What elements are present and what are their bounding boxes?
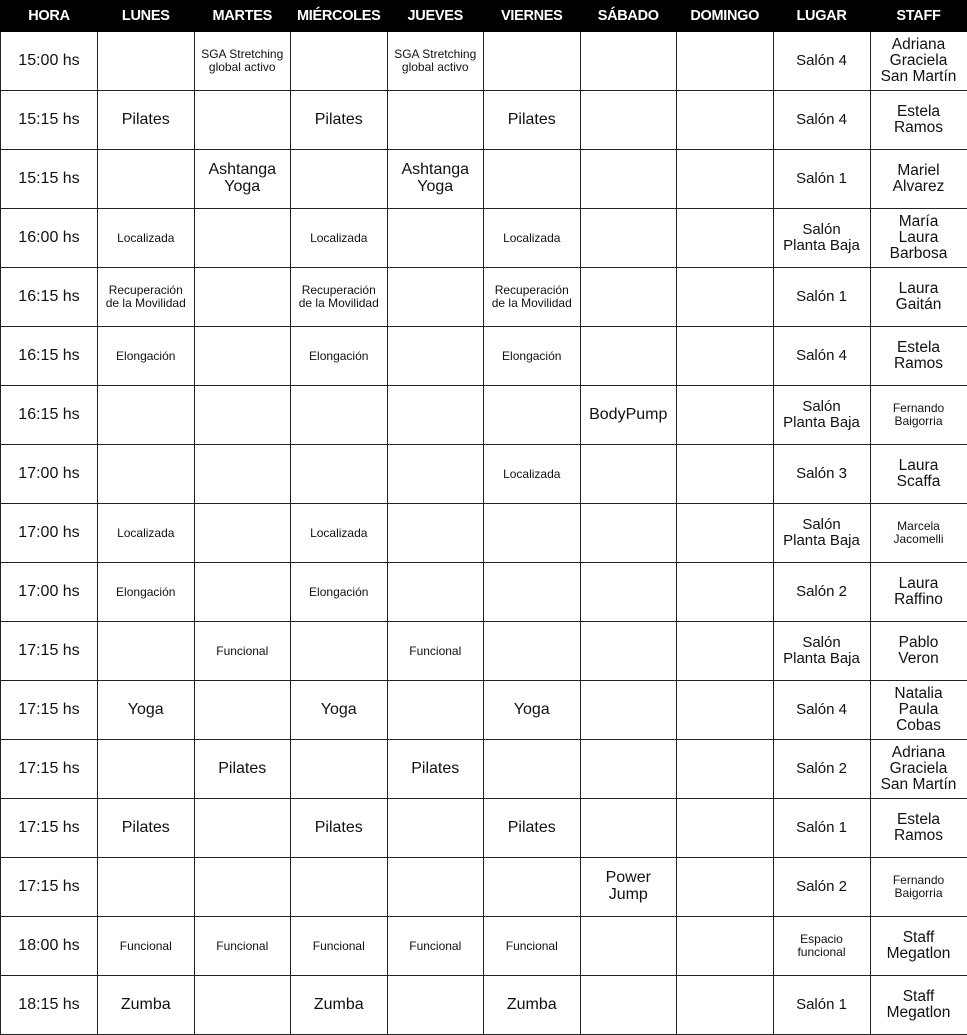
staff-cell xyxy=(870,681,967,740)
class-cell-domingo xyxy=(677,740,774,799)
class-cell-sabado xyxy=(580,91,677,150)
header-miercoles: MIÉRCOLES xyxy=(291,1,388,32)
location-cell xyxy=(773,917,870,976)
class-name: Funcional xyxy=(197,645,289,658)
location-name: Salón 4 xyxy=(776,348,868,364)
class-cell-viernes xyxy=(484,32,581,91)
location-cell xyxy=(773,32,870,91)
class-cell-viernes xyxy=(484,681,581,740)
header-viernes: VIERNES xyxy=(484,1,581,32)
class-cell-sabado xyxy=(580,858,677,917)
class-cell-miercoles xyxy=(291,858,388,917)
table-row xyxy=(1,799,967,858)
class-cell-jueves xyxy=(387,858,484,917)
class-cell-martes xyxy=(194,799,291,858)
time-cell: 18:00 hs xyxy=(1,917,98,976)
class-cell-viernes xyxy=(484,740,581,799)
location-name: Salón 2 xyxy=(776,879,868,895)
class-cell-sabado xyxy=(580,799,677,858)
class-name: Localizada xyxy=(293,232,385,245)
staff-cell xyxy=(870,622,967,681)
staff-name: Laura Gaitán xyxy=(873,281,965,313)
staff-name: Staff Megatlon xyxy=(873,989,965,1021)
table-row xyxy=(1,563,967,622)
class-cell-miercoles xyxy=(291,150,388,209)
time-cell: 18:15 hs xyxy=(1,976,98,1035)
class-cell-jueves xyxy=(387,91,484,150)
class-cell-sabado xyxy=(580,622,677,681)
class-cell-viernes xyxy=(484,445,581,504)
class-cell-sabado xyxy=(580,504,677,563)
class-cell-lunes xyxy=(98,504,195,563)
class-cell-sabado xyxy=(580,917,677,976)
class-name: Funcional xyxy=(390,645,482,658)
time-cell: 15:15 hs xyxy=(1,150,98,209)
location-cell xyxy=(773,740,870,799)
staff-cell xyxy=(870,32,967,91)
time-cell: 16:15 hs xyxy=(1,268,98,327)
table-row xyxy=(1,445,967,504)
time-cell: 17:15 hs xyxy=(1,858,98,917)
staff-cell xyxy=(870,858,967,917)
location-name: Espacio funcional xyxy=(776,933,868,958)
class-name: Funcional xyxy=(197,940,289,953)
location-name: Salón 4 xyxy=(776,112,868,128)
class-cell-martes xyxy=(194,327,291,386)
class-cell-viernes xyxy=(484,976,581,1035)
location-name: Salón 2 xyxy=(776,584,868,600)
location-name: Salón Planta Baja xyxy=(776,399,868,431)
class-cell-domingo xyxy=(677,445,774,504)
time-cell: 17:00 hs xyxy=(1,445,98,504)
class-cell-sabado xyxy=(580,32,677,91)
class-cell-lunes xyxy=(98,209,195,268)
class-cell-jueves xyxy=(387,740,484,799)
location-name: Salón Planta Baja xyxy=(776,635,868,667)
class-name: Funcional xyxy=(293,940,385,953)
header-domingo: DOMINGO xyxy=(677,1,774,32)
table-row xyxy=(1,327,967,386)
time-cell: 16:15 hs xyxy=(1,327,98,386)
class-cell-lunes xyxy=(98,327,195,386)
class-cell-sabado xyxy=(580,976,677,1035)
class-cell-martes xyxy=(194,917,291,976)
class-name: Recuperación de la Movilidad xyxy=(100,284,192,309)
class-cell-viernes xyxy=(484,268,581,327)
staff-cell xyxy=(870,91,967,150)
class-cell-lunes xyxy=(98,976,195,1035)
class-cell-domingo xyxy=(677,858,774,917)
class-name: Yoga xyxy=(100,702,192,719)
class-cell-lunes xyxy=(98,32,195,91)
class-name: Yoga xyxy=(486,702,578,719)
class-name: Pilates xyxy=(293,820,385,837)
time-cell: 17:15 hs xyxy=(1,622,98,681)
class-name: Localizada xyxy=(486,468,578,481)
class-cell-viernes xyxy=(484,386,581,445)
class-cell-jueves xyxy=(387,386,484,445)
location-name: Salón 4 xyxy=(776,53,868,69)
class-cell-miercoles xyxy=(291,445,388,504)
location-name: Salón 1 xyxy=(776,820,868,836)
header-jueves: JUEVES xyxy=(387,1,484,32)
header-lugar: LUGAR xyxy=(773,1,870,32)
class-cell-jueves xyxy=(387,268,484,327)
table-row xyxy=(1,622,967,681)
table-row xyxy=(1,91,967,150)
class-cell-domingo xyxy=(677,681,774,740)
class-name: Recuperación de la Movilidad xyxy=(293,284,385,309)
class-cell-domingo xyxy=(677,799,774,858)
staff-name: Natalia Paula Cobas xyxy=(873,686,965,733)
staff-name: Estela Ramos xyxy=(873,340,965,372)
class-cell-lunes xyxy=(98,91,195,150)
class-name: Recuperación de la Movilidad xyxy=(486,284,578,309)
table-row xyxy=(1,209,967,268)
class-cell-miercoles xyxy=(291,209,388,268)
class-cell-martes xyxy=(194,386,291,445)
class-cell-jueves xyxy=(387,32,484,91)
class-cell-martes xyxy=(194,622,291,681)
class-cell-viernes xyxy=(484,91,581,150)
class-cell-sabado xyxy=(580,268,677,327)
class-cell-martes xyxy=(194,681,291,740)
staff-name: Adriana Graciela San Martín xyxy=(873,37,965,84)
class-name: Pilates xyxy=(197,761,289,778)
location-cell xyxy=(773,681,870,740)
class-cell-miercoles xyxy=(291,799,388,858)
class-name: Localizada xyxy=(293,527,385,540)
class-cell-sabado xyxy=(580,209,677,268)
class-name: Zumba xyxy=(100,997,192,1014)
class-cell-martes xyxy=(194,976,291,1035)
class-name: Funcional xyxy=(390,940,482,953)
class-cell-sabado xyxy=(580,327,677,386)
location-cell xyxy=(773,622,870,681)
class-name: Funcional xyxy=(486,940,578,953)
class-cell-miercoles xyxy=(291,386,388,445)
class-cell-miercoles xyxy=(291,327,388,386)
class-cell-jueves xyxy=(387,976,484,1035)
location-cell xyxy=(773,386,870,445)
time-cell: 15:15 hs xyxy=(1,91,98,150)
staff-name: Marcela Jacomelli xyxy=(873,520,965,545)
class-name: Localizada xyxy=(100,527,192,540)
class-name: Localizada xyxy=(100,232,192,245)
location-cell xyxy=(773,209,870,268)
class-cell-jueves xyxy=(387,917,484,976)
class-cell-domingo xyxy=(677,327,774,386)
class-cell-domingo xyxy=(677,268,774,327)
class-cell-domingo xyxy=(677,32,774,91)
class-name: Pilates xyxy=(486,112,578,129)
class-cell-miercoles xyxy=(291,622,388,681)
staff-name: Laura Scaffa xyxy=(873,458,965,490)
location-cell xyxy=(773,504,870,563)
class-cell-viernes xyxy=(484,504,581,563)
time-cell: 17:15 hs xyxy=(1,681,98,740)
class-cell-lunes xyxy=(98,858,195,917)
location-cell xyxy=(773,799,870,858)
location-cell xyxy=(773,327,870,386)
location-name: Salón 1 xyxy=(776,289,868,305)
location-name: Salón 1 xyxy=(776,171,868,187)
table-row xyxy=(1,150,967,209)
staff-name: Estela Ramos xyxy=(873,812,965,844)
class-name: Pilates xyxy=(100,112,192,129)
staff-cell xyxy=(870,799,967,858)
class-name: Pilates xyxy=(100,820,192,837)
class-cell-jueves xyxy=(387,150,484,209)
class-name: Ashtanga Yoga xyxy=(390,162,482,196)
class-cell-domingo xyxy=(677,386,774,445)
class-cell-miercoles xyxy=(291,268,388,327)
staff-name: Fernando Baigorria xyxy=(873,874,965,899)
time-cell: 17:15 hs xyxy=(1,740,98,799)
class-cell-viernes xyxy=(484,799,581,858)
header-row xyxy=(1,1,967,32)
class-cell-lunes xyxy=(98,917,195,976)
class-cell-jueves xyxy=(387,445,484,504)
location-cell xyxy=(773,976,870,1035)
class-name: Funcional xyxy=(100,940,192,953)
class-cell-lunes xyxy=(98,799,195,858)
location-cell xyxy=(773,563,870,622)
location-name: Salón 4 xyxy=(776,702,868,718)
class-cell-jueves xyxy=(387,327,484,386)
staff-cell xyxy=(870,976,967,1035)
class-name: SGA Stretching global activo xyxy=(197,48,289,73)
time-cell: 16:15 hs xyxy=(1,386,98,445)
location-name: Salón Planta Baja xyxy=(776,222,868,254)
class-cell-viernes xyxy=(484,150,581,209)
class-cell-martes xyxy=(194,858,291,917)
staff-cell xyxy=(870,740,967,799)
time-cell: 17:00 hs xyxy=(1,563,98,622)
class-name: Elongación xyxy=(486,350,578,363)
class-name: Elongación xyxy=(293,586,385,599)
class-cell-sabado xyxy=(580,386,677,445)
table-row xyxy=(1,386,967,445)
class-cell-lunes xyxy=(98,740,195,799)
class-name: Elongación xyxy=(100,586,192,599)
class-cell-domingo xyxy=(677,209,774,268)
location-name: Salón 1 xyxy=(776,997,868,1013)
class-cell-jueves xyxy=(387,681,484,740)
staff-cell xyxy=(870,150,967,209)
class-cell-sabado xyxy=(580,563,677,622)
class-cell-sabado xyxy=(580,740,677,799)
class-cell-lunes xyxy=(98,681,195,740)
staff-name: Pablo Veron xyxy=(873,635,965,667)
class-cell-martes xyxy=(194,504,291,563)
class-cell-martes xyxy=(194,91,291,150)
class-cell-sabado xyxy=(580,150,677,209)
staff-cell xyxy=(870,327,967,386)
table-row xyxy=(1,858,967,917)
class-cell-lunes xyxy=(98,563,195,622)
table-row xyxy=(1,740,967,799)
staff-name: María Laura Barbosa xyxy=(873,214,965,261)
time-cell: 17:15 hs xyxy=(1,799,98,858)
staff-name: Adriana Graciela San Martín xyxy=(873,745,965,792)
location-cell xyxy=(773,445,870,504)
class-name: Elongación xyxy=(293,350,385,363)
class-cell-domingo xyxy=(677,504,774,563)
staff-name: Fernando Baigorria xyxy=(873,402,965,427)
class-cell-martes xyxy=(194,32,291,91)
staff-cell xyxy=(870,209,967,268)
table-row xyxy=(1,32,967,91)
staff-name: Estela Ramos xyxy=(873,104,965,136)
class-name: BodyPump xyxy=(583,407,675,424)
staff-cell xyxy=(870,917,967,976)
header-hora: HORA xyxy=(1,1,98,32)
class-cell-miercoles xyxy=(291,32,388,91)
location-name: Salón Planta Baja xyxy=(776,517,868,549)
class-cell-domingo xyxy=(677,91,774,150)
header-sabado: SÁBADO xyxy=(580,1,677,32)
class-cell-miercoles xyxy=(291,917,388,976)
class-cell-lunes xyxy=(98,622,195,681)
header-lunes: LUNES xyxy=(98,1,195,32)
class-cell-domingo xyxy=(677,563,774,622)
class-cell-miercoles xyxy=(291,681,388,740)
staff-cell xyxy=(870,268,967,327)
class-cell-jueves xyxy=(387,209,484,268)
time-cell: 16:00 hs xyxy=(1,209,98,268)
class-cell-viernes xyxy=(484,917,581,976)
class-cell-domingo xyxy=(677,917,774,976)
header-staff: STAFF xyxy=(870,1,967,32)
staff-cell xyxy=(870,386,967,445)
class-cell-viernes xyxy=(484,622,581,681)
class-name: Pilates xyxy=(390,761,482,778)
location-name: Salón 3 xyxy=(776,466,868,482)
class-cell-viernes xyxy=(484,563,581,622)
class-cell-martes xyxy=(194,150,291,209)
class-cell-viernes xyxy=(484,858,581,917)
class-cell-domingo xyxy=(677,150,774,209)
table-row xyxy=(1,976,967,1035)
class-name: Zumba xyxy=(486,997,578,1014)
class-name: Yoga xyxy=(293,702,385,719)
class-cell-martes xyxy=(194,268,291,327)
class-cell-sabado xyxy=(580,681,677,740)
table-row xyxy=(1,917,967,976)
class-cell-viernes xyxy=(484,209,581,268)
schedule-body xyxy=(1,32,967,1035)
class-cell-domingo xyxy=(677,622,774,681)
class-cell-martes xyxy=(194,563,291,622)
class-name: Ashtanga Yoga xyxy=(197,162,289,196)
staff-cell xyxy=(870,445,967,504)
class-name: Pilates xyxy=(486,820,578,837)
time-cell: 17:00 hs xyxy=(1,504,98,563)
table-row xyxy=(1,268,967,327)
staff-cell xyxy=(870,504,967,563)
class-cell-jueves xyxy=(387,799,484,858)
class-cell-martes xyxy=(194,209,291,268)
class-cell-lunes xyxy=(98,386,195,445)
location-cell xyxy=(773,91,870,150)
class-name: SGA Stretching global activo xyxy=(390,48,482,73)
class-cell-miercoles xyxy=(291,504,388,563)
header-martes: MARTES xyxy=(194,1,291,32)
class-name: Zumba xyxy=(293,997,385,1014)
class-name: Localizada xyxy=(486,232,578,245)
class-name: Power Jump xyxy=(583,870,675,904)
class-cell-martes xyxy=(194,740,291,799)
class-cell-miercoles xyxy=(291,740,388,799)
staff-name: Laura Raffino xyxy=(873,576,965,608)
table-row xyxy=(1,681,967,740)
location-cell xyxy=(773,858,870,917)
class-cell-miercoles xyxy=(291,563,388,622)
class-cell-sabado xyxy=(580,445,677,504)
class-name: Elongación xyxy=(100,350,192,363)
class-cell-miercoles xyxy=(291,91,388,150)
staff-cell xyxy=(870,563,967,622)
class-cell-lunes xyxy=(98,150,195,209)
time-cell: 15:00 hs xyxy=(1,32,98,91)
class-cell-miercoles xyxy=(291,976,388,1035)
location-name: Salón 2 xyxy=(776,761,868,777)
staff-name: Staff Megatlon xyxy=(873,930,965,962)
class-cell-jueves xyxy=(387,563,484,622)
class-cell-lunes xyxy=(98,445,195,504)
location-cell xyxy=(773,150,870,209)
class-cell-lunes xyxy=(98,268,195,327)
class-cell-viernes xyxy=(484,327,581,386)
class-cell-domingo xyxy=(677,976,774,1035)
class-cell-jueves xyxy=(387,622,484,681)
staff-name: Mariel Alvarez xyxy=(873,163,965,195)
class-name: Pilates xyxy=(293,112,385,129)
table-row xyxy=(1,504,967,563)
location-cell xyxy=(773,268,870,327)
class-cell-martes xyxy=(194,445,291,504)
class-cell-jueves xyxy=(387,504,484,563)
